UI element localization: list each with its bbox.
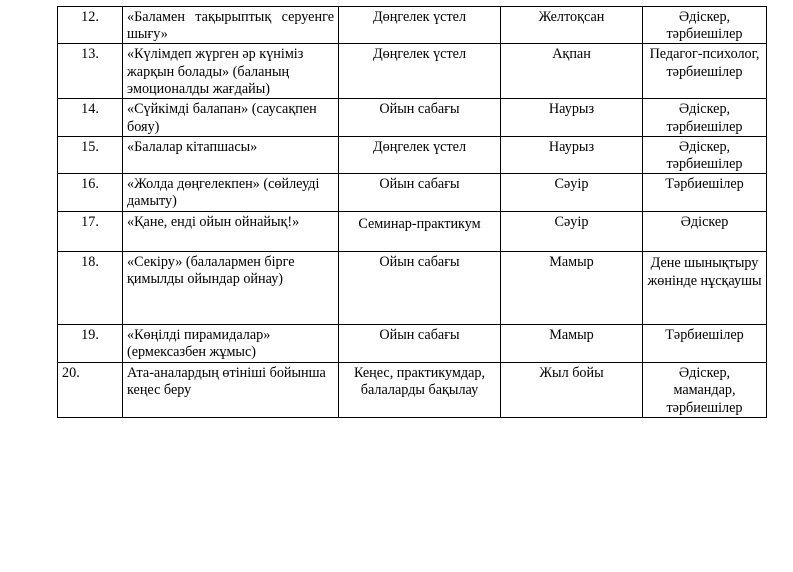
event-month: Ақпан bbox=[501, 44, 643, 99]
row-number: 19. bbox=[58, 325, 123, 363]
table-row bbox=[58, 44, 767, 99]
table-row bbox=[58, 212, 767, 252]
event-title: «Секіру» (балалармен бірге қимылды ойындар ойнау) bbox=[123, 252, 339, 325]
row-number: 12. bbox=[58, 7, 123, 44]
event-title: «Баламен тақырыптық серуенге шығу» bbox=[123, 7, 339, 44]
event-responsible: Әдіскер, тәрбиешілер bbox=[643, 7, 767, 44]
event-responsible: Әдіскер bbox=[643, 212, 767, 252]
event-form: Ойын сабағы bbox=[339, 174, 501, 212]
event-month: Мамыр bbox=[501, 325, 643, 363]
event-month: Сәуір bbox=[501, 212, 643, 252]
row-number: 15. bbox=[58, 136, 123, 173]
event-month: Сәуір bbox=[501, 174, 643, 212]
event-responsible: Әдіскер, тәрбиешілер bbox=[643, 99, 767, 136]
event-month: Желтоқсан bbox=[501, 7, 643, 44]
event-responsible: Әдіскер, мамандар, тәрбиешілер bbox=[643, 363, 767, 418]
event-form: Ойын сабағы bbox=[339, 252, 501, 325]
row-number: 20. bbox=[58, 363, 123, 418]
event-responsible: Дене шынықтыру жөнінде нұсқаушы bbox=[643, 252, 767, 325]
event-title: «Көңілді пирамидалар» (ермексазбен жұмыс) bbox=[123, 325, 339, 363]
event-title: «Күлімдеп жүрген әр күніміз жарқын болады» (баланың эмоционалды жағдайы) bbox=[123, 44, 339, 99]
table-row bbox=[58, 99, 767, 136]
event-title: «Қане, енді ойын ойнайық!» bbox=[123, 212, 339, 252]
row-number: 18. bbox=[58, 252, 123, 325]
event-title: Ата-аналардың өтініші бойынша кеңес беру bbox=[123, 363, 339, 418]
event-month: Жыл бойы bbox=[501, 363, 643, 418]
table-row bbox=[58, 363, 767, 418]
event-month: Наурыз bbox=[501, 136, 643, 173]
event-month: Мамыр bbox=[501, 252, 643, 325]
event-form: Ойын сабағы bbox=[339, 99, 501, 136]
event-responsible: Тәрбиешілер bbox=[643, 174, 767, 212]
row-number: 17. bbox=[58, 212, 123, 252]
event-form: Ойын сабағы bbox=[339, 325, 501, 363]
table-row bbox=[58, 325, 767, 363]
table-row bbox=[58, 7, 767, 44]
event-form: Дөңгелек үстел bbox=[339, 7, 501, 44]
event-form: Кеңес, практикумдар, балаларды бақылау bbox=[339, 363, 501, 418]
table-row bbox=[58, 136, 767, 173]
event-responsible: Әдіскер, тәрбиешілер bbox=[643, 136, 767, 173]
event-title: «Жолда дөңгелекпен» (сөйлеуді дамыту) bbox=[123, 174, 339, 212]
row-number: 16. bbox=[58, 174, 123, 212]
event-title: «Балалар кітапшасы» bbox=[123, 136, 339, 173]
event-title: «Сүйкімді балапан» (саусақпен бояу) bbox=[123, 99, 339, 136]
row-number: 13. bbox=[58, 44, 123, 99]
table-row bbox=[58, 252, 767, 325]
event-month: Наурыз bbox=[501, 99, 643, 136]
event-form: Дөңгелек үстел bbox=[339, 44, 501, 99]
row-number: 14. bbox=[58, 99, 123, 136]
event-responsible: Педагог-психолог, тәрбиешілер bbox=[643, 44, 767, 99]
event-form: Дөңгелек үстел bbox=[339, 136, 501, 173]
event-plan-table bbox=[57, 6, 767, 418]
event-form: Семинар-практикум bbox=[339, 212, 501, 252]
table-row bbox=[58, 174, 767, 212]
event-responsible: Тәрбиешілер bbox=[643, 325, 767, 363]
